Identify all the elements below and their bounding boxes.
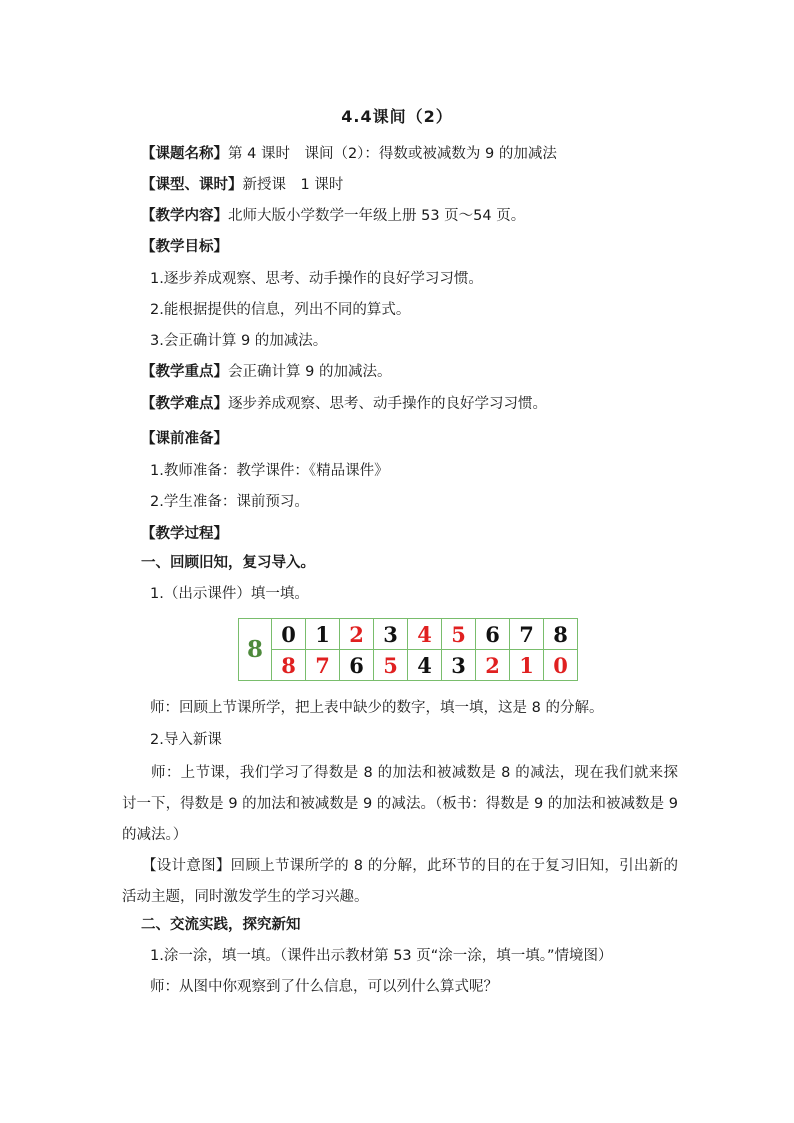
decomposition-cell-bottom-3: 6 bbox=[340, 650, 374, 681]
section1-heading: 一、回顾旧知，复习导入。 bbox=[141, 555, 315, 571]
section2-heading: 二、交流实践，探究新知 bbox=[141, 917, 301, 933]
decomposition-cell-top-7: 6 bbox=[476, 619, 510, 650]
decomposition-top-row bbox=[239, 619, 578, 650]
difficulty-line bbox=[141, 394, 547, 414]
key-point-value: 会正确计算 9 的加减法。 bbox=[228, 364, 392, 380]
lesson-name-line bbox=[141, 144, 557, 164]
process-heading: 【教学过程】 bbox=[141, 526, 228, 542]
lesson-type-line bbox=[141, 175, 343, 195]
key-point-line bbox=[141, 362, 391, 382]
teaching-content-label: 【教学内容】 bbox=[141, 208, 228, 224]
lesson-name-label: 【课题名称】 bbox=[141, 146, 228, 162]
lesson-type-value: 新授课 1 课时 bbox=[242, 177, 344, 193]
goal-item-1: 1.逐步养成观察、思考、动手操作的良好学习习惯。 bbox=[150, 271, 483, 287]
decomposition-cell-bottom-9: 0 bbox=[544, 650, 578, 681]
decomposition-cell-bottom-8: 1 bbox=[510, 650, 544, 681]
decomposition-cell-top-4: 3 bbox=[374, 619, 408, 650]
decomposition-cell-bottom-7: 2 bbox=[476, 650, 510, 681]
lesson-type-label: 【课型、课时】 bbox=[141, 177, 243, 193]
decomposition-cell-top-1: 0 bbox=[272, 619, 306, 650]
teaching-content-value: 北师大版小学数学一年级上册 53 页～54 页。 bbox=[228, 208, 526, 224]
goal-item-2: 2.能根据提供的信息，列出不同的算式。 bbox=[150, 302, 411, 318]
section2-item-1: 1.涂一涂，填一填。（课件出示教材第 53 页“涂一涂，填一填。”情境图） bbox=[150, 948, 613, 964]
teaching-content-line bbox=[141, 206, 525, 226]
decomposition-cell-top-3: 2 bbox=[340, 619, 374, 650]
design-intent-paragraph: 【设计意图】回顾上节课所学的 8 的分解，此环节的目的在于复习旧知，引出新的活动主题，同时激发学生的学习兴趣。 bbox=[122, 858, 678, 905]
decomposition-cell-bottom-4: 5 bbox=[374, 650, 408, 681]
teacher-review-line: 师：回顾上节课所学，把上表中缺少的数字，填一填，这是 8 的分解。 bbox=[150, 700, 604, 716]
key-point-label: 【教学重点】 bbox=[141, 364, 228, 380]
page-title: 4.4课间（2） bbox=[341, 107, 453, 126]
decomposition-cell-bottom-5: 4 bbox=[408, 650, 442, 681]
section1-item-1: 1.（出示课件）填一填。 bbox=[150, 586, 309, 602]
difficulty-label: 【教学难点】 bbox=[141, 396, 228, 412]
section1-item-2: 2.导入新课 bbox=[150, 732, 222, 748]
decomposition-cell-top-6: 5 bbox=[442, 619, 476, 650]
decomposition-cell-top-8: 7 bbox=[510, 619, 544, 650]
decomposition-cell-top-2: 1 bbox=[306, 619, 340, 650]
decomposition-cell-bottom-1: 8 bbox=[272, 650, 306, 681]
teacher-intro-paragraph: 师：上节课，我们学习了得数是 8 的加法和被减数是 8 的减法，现在我们就来探讨一下，得数是 9 的加法和被减数是 9 的减法。（板书：得数是 9 的加法和被减数是 9 的减法。） bbox=[122, 765, 678, 843]
decomposition-cell-bottom-2: 7 bbox=[306, 650, 340, 681]
decomposition-cell-top-5: 4 bbox=[408, 619, 442, 650]
prep-heading: 【课前准备】 bbox=[141, 431, 228, 447]
prep-item-2: 2.学生准备：课前预习。 bbox=[150, 494, 309, 510]
goals-heading: 【教学目标】 bbox=[141, 239, 228, 255]
decomposition-bottom-row bbox=[239, 650, 578, 681]
decomposition-cell-bottom-6: 3 bbox=[442, 650, 476, 681]
decomposition-cell-top-9: 8 bbox=[544, 619, 578, 650]
teacher-question-line: 师：从图中你观察到了什么信息，可以列什么算式呢？ bbox=[150, 979, 498, 995]
goal-item-3: 3.会正确计算 9 的加减法。 bbox=[150, 333, 328, 349]
prep-item-1: 1.教师准备：教学课件：《精品课件》 bbox=[150, 463, 389, 479]
lesson-name-value: 第 4 课时 课间（2）：得数或被减数为 9 的加减法 bbox=[228, 146, 557, 162]
difficulty-value: 逐步养成观察、思考、动手操作的良好学习习惯。 bbox=[228, 396, 547, 412]
decomposition-whole: 8 bbox=[239, 619, 272, 681]
decomposition-table bbox=[238, 618, 578, 681]
